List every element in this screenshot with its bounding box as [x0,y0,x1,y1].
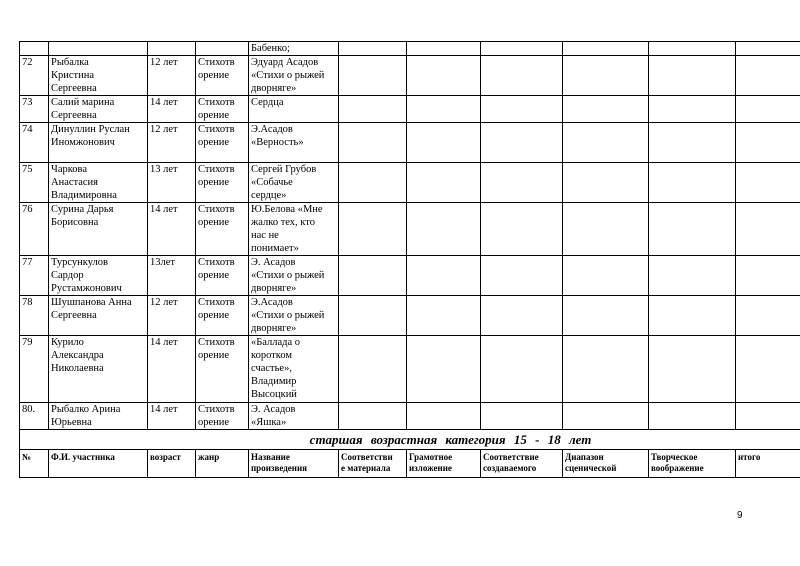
table-row [20,256,800,296]
score-cell [736,403,800,430]
score-cell [649,336,736,403]
row-number: 80. [20,403,49,430]
score-cell [649,203,736,256]
category-row [20,430,800,450]
score-cell [736,256,800,296]
work-title: Э.Асадов «Стихи о рыжей дворняге» [249,296,339,336]
header-criterion-4: Диапазон сценической [563,450,649,478]
score-cell [481,163,563,203]
score-cell [736,296,800,336]
participant-genre: Стихотв орение [196,96,249,123]
row-number [20,42,49,56]
work-title: Ю.Белова «Мне жалко тех, кто нас не понимает» [249,203,339,256]
score-cell [649,296,736,336]
score-cell [563,256,649,296]
score-cell [407,336,481,403]
page-number: 9 [737,510,743,521]
participant-genre: Стихотв орение [196,296,249,336]
score-cell [407,163,481,203]
work-title: Эдуард Асадов «Стихи о рыжей дворняге» [249,56,339,96]
work-title: Э. Асадов «Яшка» [249,403,339,430]
score-cell [339,336,407,403]
score-cell [481,56,563,96]
score-cell [736,42,800,56]
table-row [20,42,800,56]
row-number: 75 [20,163,49,203]
score-cell [563,296,649,336]
row-number: 74 [20,123,49,163]
score-cell [563,96,649,123]
score-cell [481,42,563,56]
score-cell [563,403,649,430]
participant-genre [196,42,249,56]
table-row [20,403,800,430]
participant-name: Курило Александра Николаевна [49,336,148,403]
participant-name: Шушпанова Анна Сергеевна [49,296,148,336]
participant-age [148,42,196,56]
score-cell [339,56,407,96]
score-cell [563,336,649,403]
score-cell [407,203,481,256]
score-cell [563,56,649,96]
score-cell [481,96,563,123]
participant-age: 12 лет [148,123,196,163]
table-row [20,163,800,203]
score-cell [563,163,649,203]
score-cell [649,123,736,163]
header-criterion-3: Соответствие создаваемого [481,450,563,478]
score-cell [736,56,800,96]
score-cell [339,403,407,430]
header-total: итого [736,450,800,478]
score-cell [649,56,736,96]
row-number: 73 [20,96,49,123]
score-cell [407,296,481,336]
participant-age: 14 лет [148,336,196,403]
table-row [20,96,800,123]
row-number: 78 [20,296,49,336]
header-criterion-5: Творческое воображение [649,450,736,478]
participant-name: Динуллин Руслан Иномжонович [49,123,148,163]
row-number: 79 [20,336,49,403]
score-cell [649,163,736,203]
participant-genre: Стихотв орение [196,403,249,430]
row-number: 77 [20,256,49,296]
header-work: Название произведения [249,450,339,478]
score-cell [736,96,800,123]
score-cell [649,256,736,296]
score-cell [407,42,481,56]
score-cell [736,123,800,163]
score-cell [407,403,481,430]
score-cell [407,56,481,96]
participant-age: 14 лет [148,403,196,430]
row-number: 72 [20,56,49,96]
participant-age: 12 лет [148,56,196,96]
participant-name: Чаркова Анастасия Владимировна [49,163,148,203]
header-criterion-1: Соответстви е материала [339,450,407,478]
score-cell [481,256,563,296]
participant-name: Рыбалко Арина Юрьевна [49,403,148,430]
header-age: возраст [148,450,196,478]
score-cell [339,42,407,56]
participant-age: 13лет [148,256,196,296]
score-cell [481,336,563,403]
score-cell [481,203,563,256]
score-cell [563,42,649,56]
work-title: Э. Асадов «Стихи о рыжей дворняге» [249,256,339,296]
participant-age: 12 лет [148,296,196,336]
score-cell [339,296,407,336]
score-cell [563,123,649,163]
participant-genre: Стихотв орение [196,203,249,256]
participant-age: 14 лет [148,96,196,123]
score-cell [736,203,800,256]
header-name: Ф.И. участника [49,450,148,478]
score-cell [649,96,736,123]
score-cell [407,123,481,163]
participant-name [49,42,148,56]
header-criterion-2: Грамотное изложение [407,450,481,478]
header-row [20,450,800,478]
score-cell [481,403,563,430]
participants-table [19,41,800,478]
header-num: № [20,450,49,478]
participant-genre: Стихотв орение [196,123,249,163]
table-row [20,296,800,336]
score-cell [407,96,481,123]
score-cell [563,203,649,256]
participant-genre: Стихотв орение [196,56,249,96]
participant-name: Рыбалка Кристина Сергеевна [49,56,148,96]
score-cell [339,123,407,163]
participant-name: Турсункулов Сардор Рустамжонович [49,256,148,296]
participant-genre: Стихотв орение [196,336,249,403]
work-title: «Баллада о коротком счастье», Владимир Высоцкий [249,336,339,403]
participant-genre: Стихотв орение [196,256,249,296]
participant-name: Сурина Дарья Борисовна [49,203,148,256]
score-cell [649,42,736,56]
score-cell [339,163,407,203]
table-row [20,336,800,403]
score-cell [339,96,407,123]
participant-genre: Стихотв орение [196,163,249,203]
score-cell [736,163,800,203]
header-genre: жанр [196,450,249,478]
participant-name: Салий марина Сергеевна [49,96,148,123]
score-cell [339,203,407,256]
participant-age: 14 лет [148,203,196,256]
table-row [20,56,800,96]
score-cell [649,403,736,430]
score-cell [339,256,407,296]
table-row [20,123,800,163]
score-cell [407,256,481,296]
category-text: старшая возрастная категория 15 - 18 лет [309,432,592,447]
category-title [20,430,800,450]
work-title: Сердца [249,96,339,123]
work-title: Э.Асадов «Верность» [249,123,339,163]
work-title: Бабенко; [249,42,339,56]
score-cell [736,336,800,403]
score-cell [481,123,563,163]
participant-age: 13 лет [148,163,196,203]
work-title: Сергей Грубов «Собачье сердце» [249,163,339,203]
table-row [20,203,800,256]
table-body [20,42,800,430]
row-number: 76 [20,203,49,256]
score-cell [481,296,563,336]
